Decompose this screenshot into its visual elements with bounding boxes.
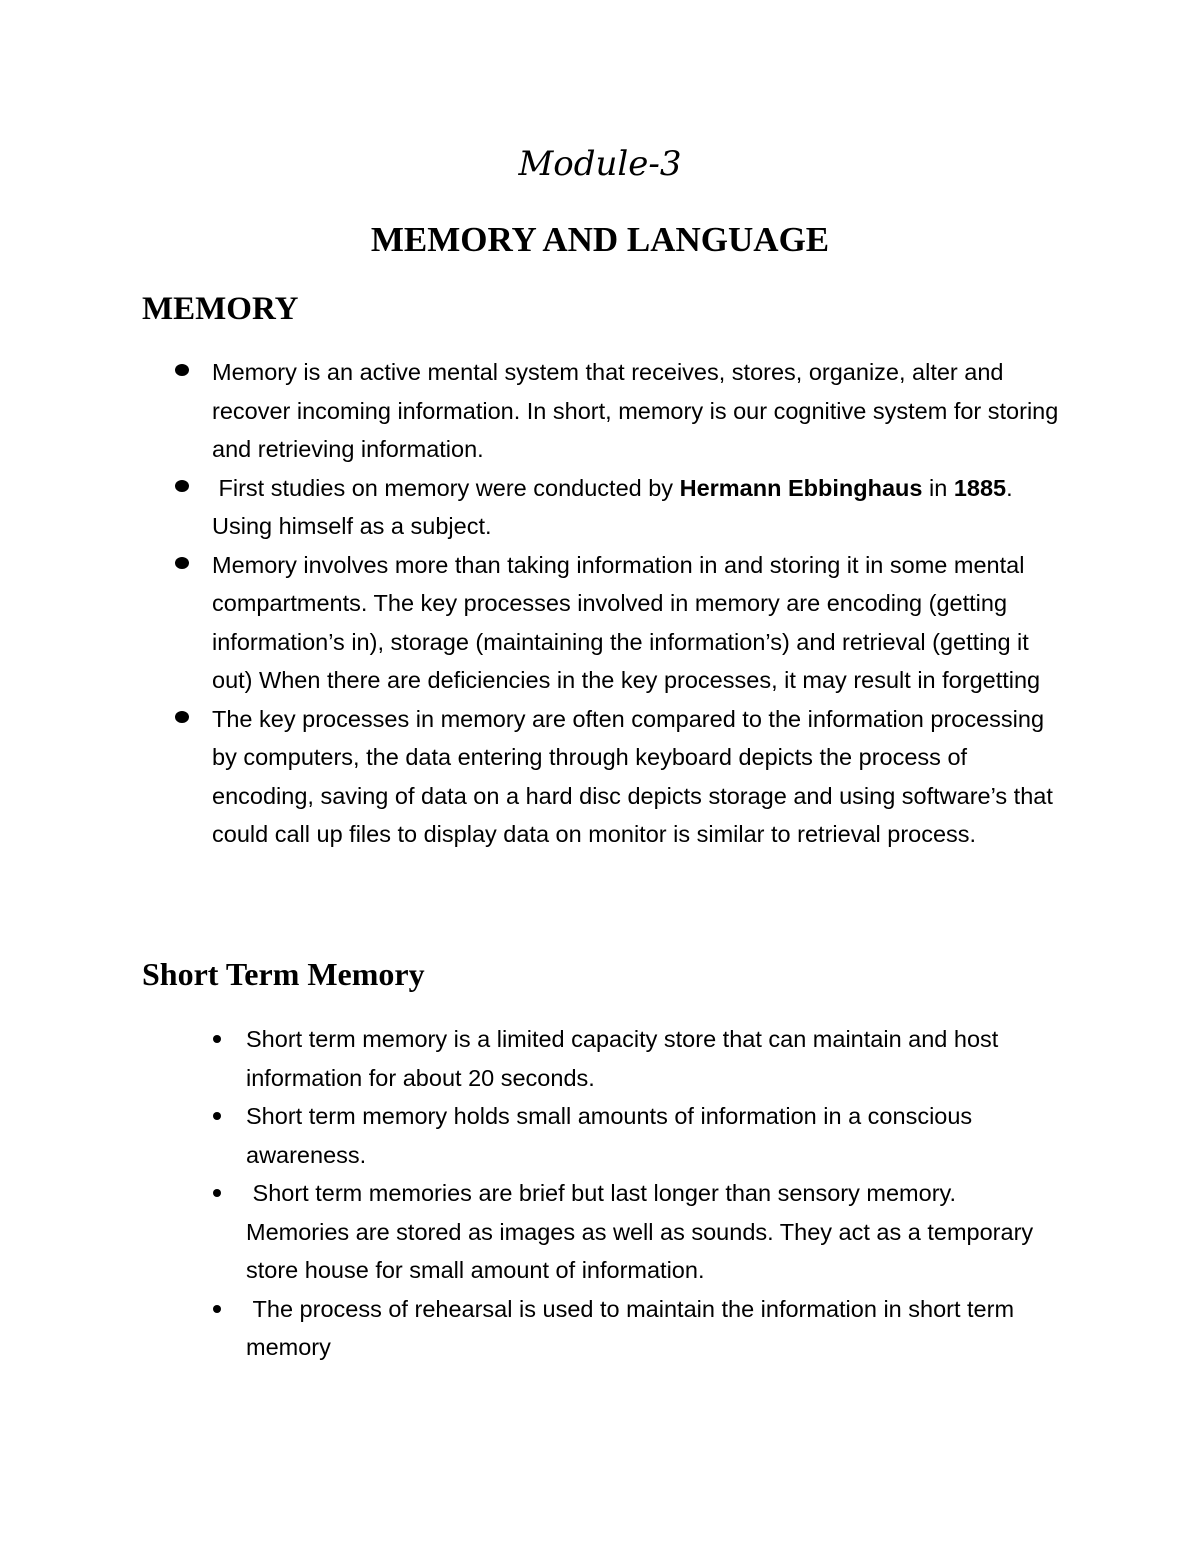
short-term-memory-bullet-list [246,1020,1046,1367]
list-item-text-part: . Using himself as a subject. [212,474,1013,539]
list-item-text-part: The process of rehearsal is used to maintain the information in short term memory [246,1295,1015,1360]
list-item [212,469,1072,546]
bullet-icon [213,1305,221,1313]
section-heading-memory: MEMORY [142,291,299,327]
list-item-text-part: in [922,474,954,501]
list-item [246,1020,1046,1097]
bullet-icon [175,364,189,376]
bullet-icon [213,1112,221,1120]
list-item-text: Short term memory is a limited capacity store that can maintain and host information for about 20 seconds. [246,1026,999,1091]
list-item [246,1290,1046,1367]
memory-bullet-list [212,353,1072,854]
list-item [212,353,1072,469]
list-item-text: Memory involves more than taking information in and storing it in some mental compartments. The key processes involved in memory are encoding (getting information’s in), storage (maintaining the information’s) and retrieval (getting it out) When there are deficiencies in the key processes, it may result in forgetting [212,551,1041,693]
bullet-icon [213,1035,221,1043]
list-item-text [246,1296,1014,1361]
bullet-icon [175,557,189,569]
list-item-text-part: First studies on memory were conducted by [218,474,680,501]
study-year: 1885 [953,474,1007,501]
list-item [212,700,1072,854]
bullet-icon [175,480,189,492]
list-item-text [212,475,1013,540]
list-item-text-part: Short term memories are brief but last longer than sensory memory. Memories are stored as images as well as sounds. They act as a temporary store house for small amount of information. [246,1180,1034,1283]
document-title: MEMORY AND LANGUAGE [370,220,830,259]
bullet-icon [213,1189,221,1197]
list-item [246,1097,1046,1174]
list-item-text: Short term memory holds small amounts of information in a conscious awareness. [246,1103,973,1168]
list-item [246,1174,1046,1290]
list-item-text: Memory is an active mental system that receives, stores, organize, alter and recover incoming information. In short, memory is our cognitive system for storing and retrieving information. [212,359,1059,462]
bullet-icon [175,711,189,723]
list-item-text [246,1180,1033,1283]
researcher-name: Hermann Ebbinghaus [679,474,923,501]
section-heading-short-term-memory: Short Term Memory [142,956,425,992]
list-item [212,546,1072,700]
list-item-text: The key processes in memory are often compared to the information processing by computers, the data entering through keyboard depicts the process of encoding, saving of data on a hard disc depicts storage and using software’s that could call up files to display data on monitor is similar to retrieval process. [212,705,1053,847]
module-title: Module-3 [518,144,682,184]
